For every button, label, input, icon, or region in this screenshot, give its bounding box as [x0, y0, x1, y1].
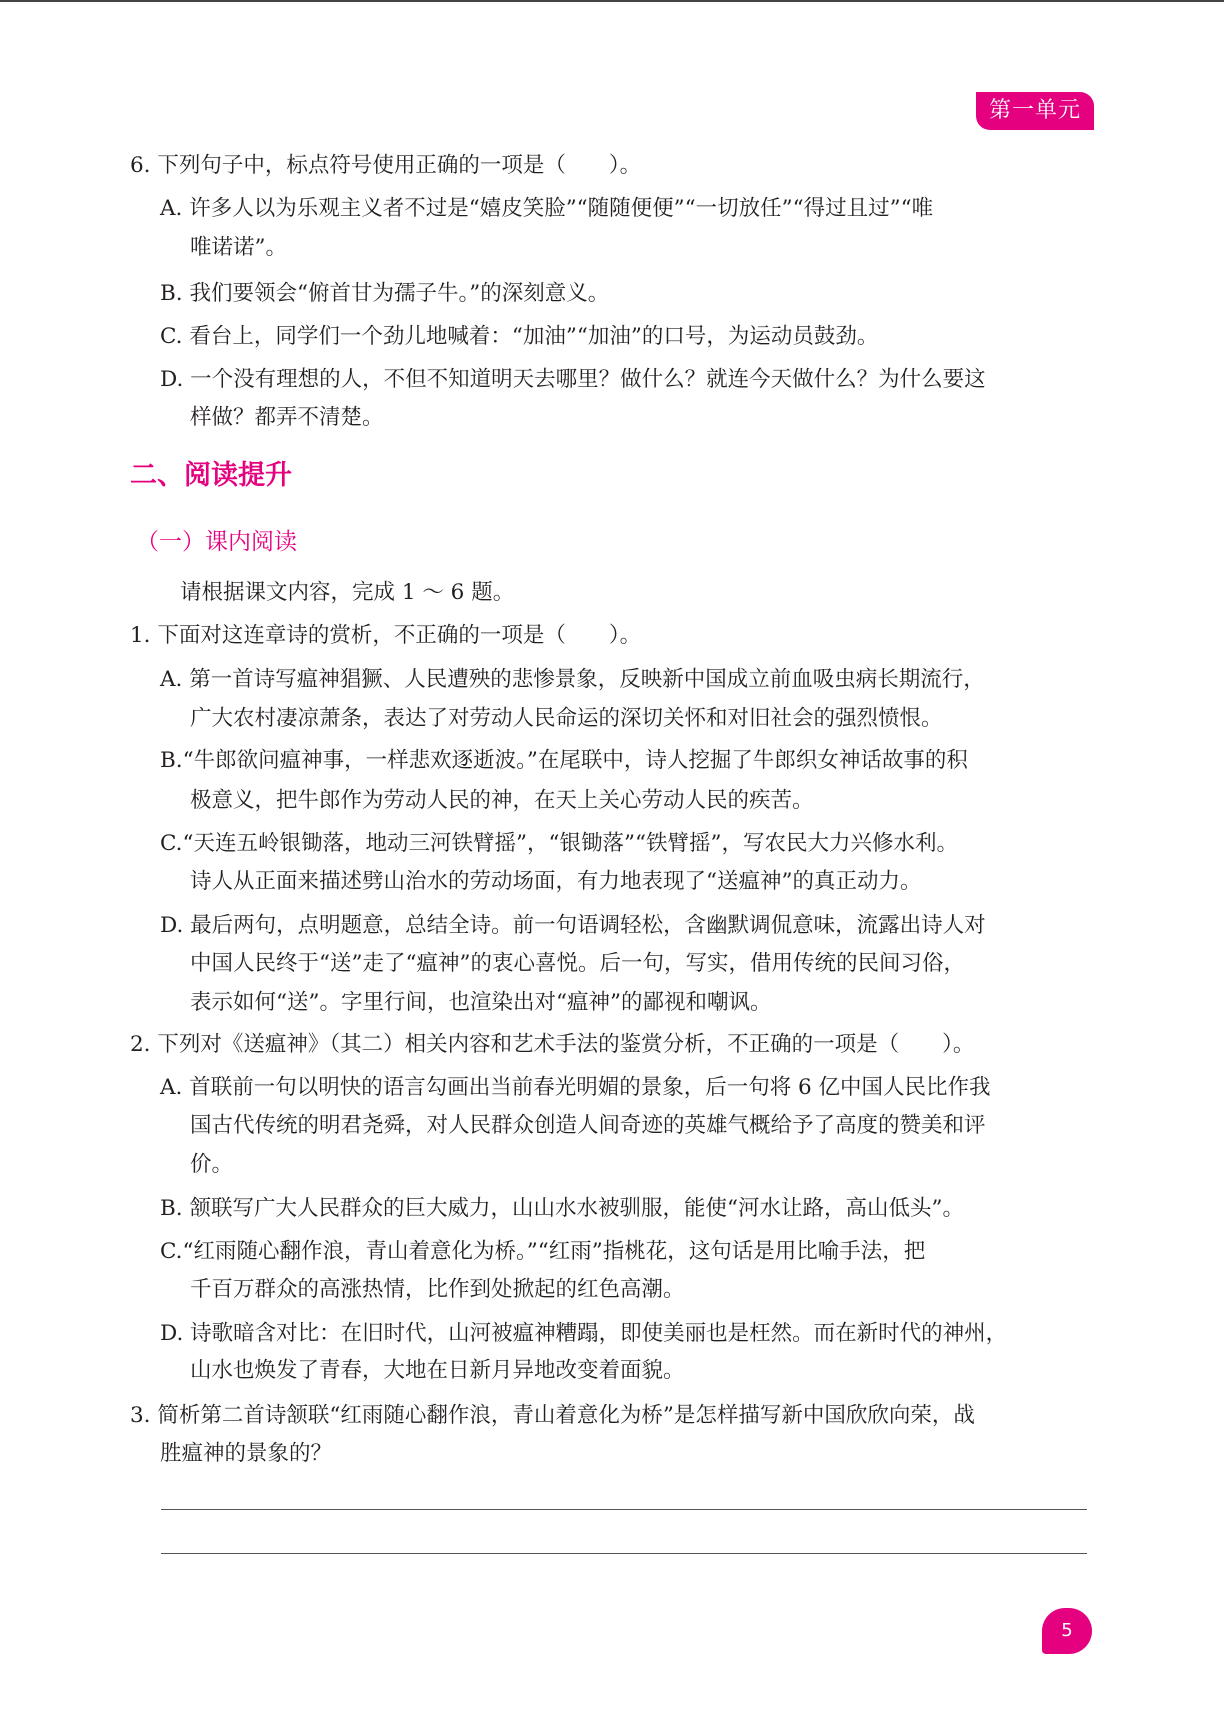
q2-option-d-cont: 山水也焕发了青春，大地在日新月异地改变着面貌。	[190, 1358, 685, 1383]
page-number: 5	[1042, 1608, 1092, 1654]
instruction-text: 请根据课文内容，完成 1 ～ 6 题。	[180, 580, 515, 605]
q1-option-d: D. 最后两句，点明题意，总结全诗。前一句语调轻松，含幽默调侃意味，流露出诗人对	[160, 913, 986, 938]
q1-option-d-cont1: 中国人民终于“送”走了“瘟神”的衷心喜悦。后一句，写实，借用传统的民间习俗，	[190, 951, 965, 976]
q1-option-b: B.“牛郎欲问瘟神事，一样悲欢逐逝波。”在尾联中，诗人挖掘了牛郎织女神话故事的积	[160, 748, 968, 773]
answer-line-1	[161, 1509, 1087, 1510]
q2-stem: 2. 下列对《送瘟神》（其二）相关内容和艺术手法的鉴赏分析，不正确的一项是（ ）。	[130, 1032, 975, 1057]
q3-stem: 3. 简析第二首诗颔联“红雨随心翻作浪，青山着意化为桥”是怎样描写新中国欣欣向荣，战	[130, 1403, 975, 1428]
q6-option-c: C. 看台上，同学们一个劲儿地喊着：“加油”“加油”的口号，为运动员鼓劲。	[160, 324, 879, 349]
q3-stem-cont: 胜瘟神的景象的？	[160, 1441, 333, 1466]
q1-option-d-cont2: 表示如何“送”。字里行间，也渲染出对“瘟神”的鄙视和嘲讽。	[190, 990, 772, 1015]
q2-option-a: A. 首联前一句以明快的语言勾画出当前春光明媚的景象，后一句将 6 亿中国人民比作我	[160, 1075, 991, 1100]
q1-option-c: C.“天连五岭银锄落，地动三河铁臂摇”，“银锄落”“铁臂摇”，写农民大力兴修水利。	[160, 831, 958, 856]
q6-option-d-cont: 样做？都弄不清楚。	[190, 405, 384, 430]
unit-tab: 第一单元	[976, 92, 1094, 130]
q2-option-a-cont1: 国古代传统的明君尧舜，对人民群众创造人间奇迹的英雄气概给予了高度的赞美和评	[190, 1113, 986, 1138]
q6-option-b: B. 我们要领会“俯首甘为孺子牛。”的深刻意义。	[160, 281, 610, 306]
section-title: 二、阅读提升	[130, 460, 292, 491]
q6-option-a-cont: 唯诺诺”。	[190, 235, 287, 260]
q6-stem: 6. 下列句子中，标点符号使用正确的一项是（ ）。	[130, 153, 642, 178]
q2-option-d: D. 诗歌暗含对比：在旧时代，山河被瘟神糟蹋，即使美丽也是枉然。而在新时代的神州，	[160, 1321, 1008, 1346]
q1-option-b-cont: 极意义，把牛郎作为劳动人民的神，在天上关心劳动人民的疾苦。	[190, 788, 814, 813]
q2-option-a-cont2: 价。	[190, 1152, 234, 1177]
q1-option-c-cont: 诗人从正面来描述劈山治水的劳动场面，有力地表现了“送瘟神”的真正动力。	[190, 869, 922, 894]
q6-option-a: A. 许多人以为乐观主义者不过是“嬉皮笑脸”“随随便便”“一切放任”“得过且过”“唯	[160, 196, 934, 221]
q1-option-a: A. 第一首诗写瘟神猖獗、人民遭殃的悲惨景象，反映新中国成立前血吸虫病长期流行，	[160, 667, 985, 692]
top-border	[0, 0, 1224, 2]
q1-stem: 1. 下面对这连章诗的赏析，不正确的一项是（ ）。	[130, 623, 642, 648]
q6-option-d: D. 一个没有理想的人，不但不知道明天去哪里？做什么？就连今天做什么？为什么要这	[160, 367, 986, 392]
q1-option-a-cont: 广大农村凄凉萧条，表达了对劳动人民命运的深切关怀和对旧社会的强烈愤恨。	[190, 706, 943, 731]
q2-option-b: B. 颔联写广大人民群众的巨大威力，山山水水被驯服，能使“河水让路，高山低头”。	[160, 1196, 964, 1221]
q2-option-c-cont: 千百万群众的高涨热情，比作到处掀起的红色高潮。	[190, 1277, 685, 1302]
q2-option-c: C.“红雨随心翻作浪，青山着意化为桥。”“红雨”指桃花，这句话是用比喻手法，把	[160, 1239, 926, 1264]
subsection-title: （一）课内阅读	[136, 529, 297, 555]
answer-line-2	[161, 1553, 1087, 1554]
